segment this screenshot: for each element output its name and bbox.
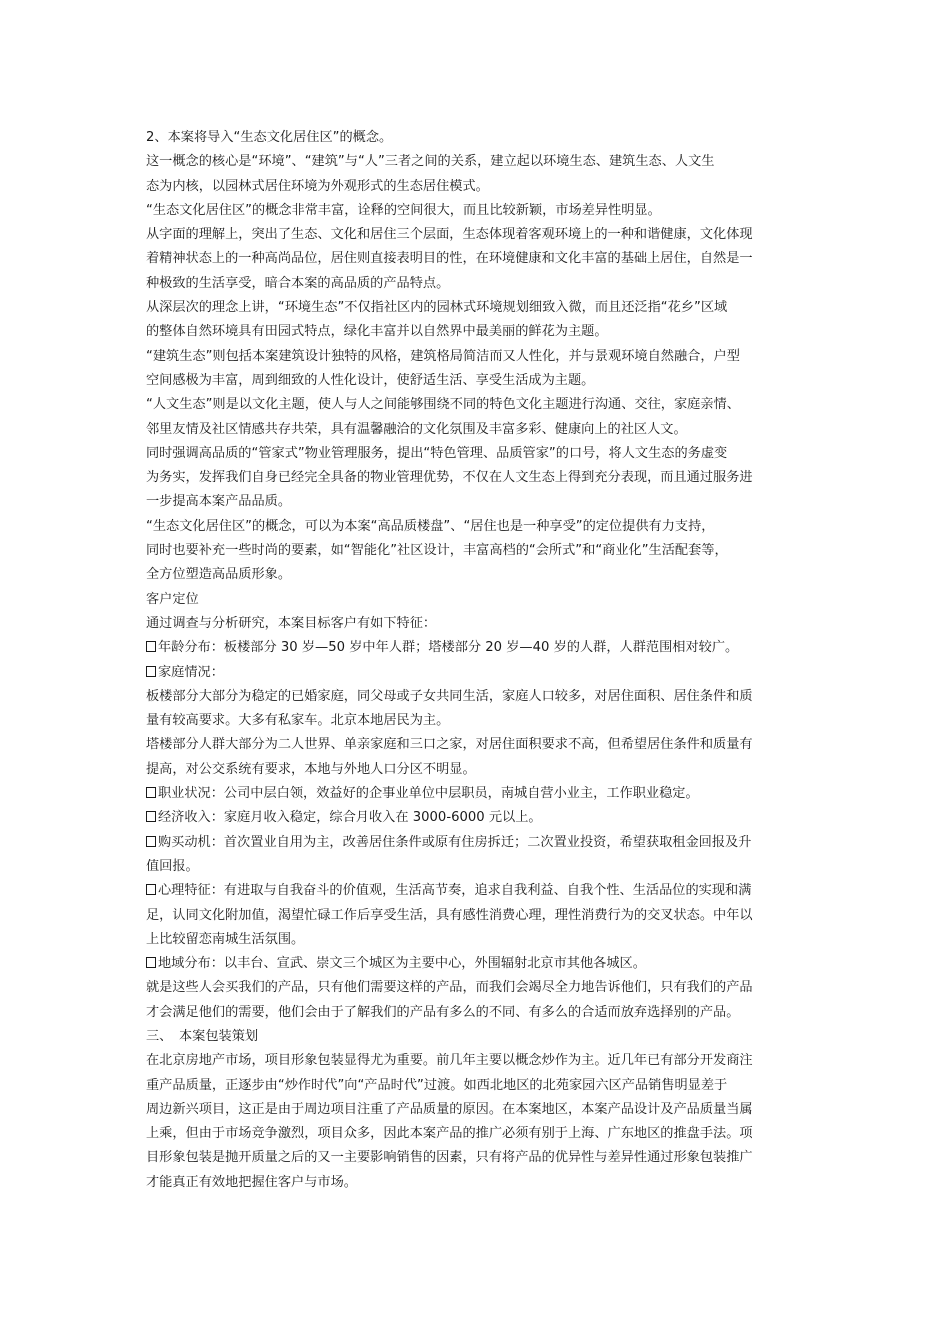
text-line-content: 在北京房地产市场，项目形象包装显得尤为重要。前几年主要以概念炒作为主。近几年已有部分开发商注: [146, 1053, 753, 1069]
text-line: [146, 442, 814, 466]
checkbox-bullet-icon: [146, 957, 156, 968]
text-line-content: 为务实，发挥我们自身已经完全具备的物业管理优势，不仅在人文生态上得到充分表现，而且通过服务进: [146, 470, 753, 486]
text-line: [146, 345, 814, 369]
checkbox-bullet-icon: [146, 641, 156, 652]
text-line: [146, 320, 814, 344]
text-line: [146, 272, 814, 296]
text-line: [146, 976, 814, 1000]
text-line-content: 地域分布：以丰台、宣武、崇文三个城区为主要中心，外围辐射北京市其他各城区。: [158, 956, 646, 972]
text-line-content: 空间感极为丰富，周到细致的人性化设计，使舒适生活、享受生活成为主题。: [146, 372, 595, 388]
text-line: [146, 588, 814, 612]
text-line: [146, 831, 814, 855]
text-line-content: 家庭情况：: [158, 664, 224, 680]
text-line-content: 邻里友情及社区情感共存共荣，具有温馨融洽的文化氛围及丰富多彩、健康向上的社区人文。: [146, 421, 687, 437]
text-line: [146, 150, 814, 174]
text-line-content: 2、本案将导入“生态文化居住区”的概念。: [146, 130, 393, 145]
text-line-content: 从字面的理解上，突出了生态、文化和居住三个层面，生态体现着客观环境上的一种和谐健康，文化体现: [146, 227, 753, 243]
text-line: [146, 636, 814, 660]
text-line-content: “生态文化居住区”的概念，可以为本案“高品质楼盘”、“居住也是一种享受”的定位提供有力支持，: [146, 518, 715, 534]
checkbox-bullet-icon: [146, 666, 156, 677]
checkbox-bullet-icon: [146, 811, 156, 822]
text-line-content: 足，认同文化附加值，渴望忙碌工作后享受生活，具有感性消费心理，理性消费行为的交叉状态。中年以: [146, 907, 753, 923]
text-line-content: 经济收入：家庭月收入稳定，综合月收入在 3000-6000 元以上。: [158, 810, 542, 826]
text-line: [146, 685, 814, 709]
text-line: [146, 1074, 814, 1098]
text-line: [146, 1098, 814, 1122]
text-line: [146, 296, 814, 320]
text-line-content: 态为内核，以园林式居住环境为外观形式的生态居住模式。: [146, 178, 489, 194]
text-line: [146, 539, 814, 563]
text-line: [146, 758, 814, 782]
text-line: [146, 175, 814, 199]
text-line: [146, 1171, 814, 1195]
text-line: [146, 418, 814, 442]
text-line-content: 板楼部分大部分为稳定的已婚家庭，同父母或子女共同生活，家庭人口较多，对居住面积、居住条件和质: [146, 688, 753, 704]
text-line-content: 年龄分布：板楼部分 30 岁—50 岁中年人群；塔楼部分 20 岁—40 岁的人群，人群范围相对较广。: [158, 640, 739, 656]
text-line-content: 这一概念的核心是“环境”、“建筑”与“人”三者之间的关系，建立起以环境生态、建筑生态、人文生: [146, 154, 715, 170]
text-line-content: “人文生态”则是以文化主题，使人与人之间能够围绕不同的特色文化主题进行沟通、交往，家庭亲情、: [146, 397, 740, 413]
checkbox-bullet-icon: [146, 836, 156, 847]
text-line: [146, 393, 814, 417]
text-line-content: 才会满足他们的需要，他们会由于了解我们的产品有多么的不同、有多么的合适而放弃选择别的产品。: [146, 1004, 740, 1020]
text-line: [146, 855, 814, 879]
text-line: [146, 928, 814, 952]
text-line-content: 重产品质量，正逐步由“炒作时代”向“产品时代”过渡。如西北地区的北苑家园六区产品销售明显差于: [146, 1077, 728, 1093]
text-line: [146, 1025, 814, 1049]
text-line: [146, 490, 814, 514]
text-line: [146, 223, 814, 247]
text-line-content: 目形象包装是抛开质量之后的又一主要影响销售的因素，只有将产品的优异性与差异性通过形象包装推广: [146, 1150, 753, 1166]
text-line-content: 就是这些人会买我们的产品，只有他们需要这样的产品，而我们会竭尽全力地告诉他们，只有我们的产品: [146, 980, 753, 996]
text-line-content: 值回报。: [146, 858, 199, 874]
text-line-content: 同时也要补充一些时尚的要素，如“智能化”社区设计，丰富高档的“会所式”和“商业化”生活配套等，: [146, 543, 728, 559]
text-line-content: 量有较高要求。大多有私家车。北京本地居民为主。: [146, 713, 450, 729]
text-line: [146, 1146, 814, 1170]
text-line-content: 上比较留恋南城生活氛围。: [146, 931, 305, 947]
text-line-content: 同时强调高品质的“管家式”物业管理服务，提出“特色管理、品质管家”的口号，将人文生态的务虚变: [146, 445, 728, 461]
text-line-content: 三、 本案包装策划: [146, 1028, 259, 1044]
text-line: [146, 1001, 814, 1025]
text-line-content: 一步提高本案产品品质。: [146, 494, 292, 510]
text-line: [146, 733, 814, 757]
text-line-content: 全方位塑造高品质形象。: [146, 567, 292, 583]
text-line-content: 提高，对公交系统有要求，本地与外地人口分区不明显。: [146, 761, 476, 777]
text-line-content: 才能真正有效地把握住客户与市场。: [146, 1174, 357, 1190]
checkbox-bullet-icon: [146, 884, 156, 895]
text-line: [146, 952, 814, 976]
text-line: [146, 612, 814, 636]
text-line: [146, 563, 814, 587]
text-line-content: 的整体自然环境具有田园式特点，绿化丰富并以自然界中最美丽的鲜花为主题。: [146, 324, 608, 340]
text-line: [146, 199, 814, 223]
text-line: [146, 904, 814, 928]
text-line-content: 心理特征：有进取与自我奋斗的价值观，生活高节奏，追求自我利益、自我个性、生活品位的实现和满: [158, 883, 752, 899]
document-body: [146, 126, 814, 1195]
text-line: [146, 782, 814, 806]
text-line-content: 客户定位: [146, 591, 199, 607]
text-line: [146, 126, 814, 150]
text-line-content: 周边新兴项目，这正是由于周边项目注重了产品质量的原因。在本案地区，本案产品设计及产品质量当属: [146, 1101, 753, 1117]
text-line-content: 购买动机：首次置业自用为主，改善居住条件或原有住房拆迁；二次置业投资，希望获取租金回报及升: [158, 834, 752, 850]
text-line-content: 着精神状态上的一种高尚品位，居住则直接表明目的性，在环境健康和文化丰富的基础上居住，自然是一: [146, 251, 753, 267]
text-line: [146, 709, 814, 733]
text-line-content: 种极致的生活享受，暗合本案的高品质的产品特点。: [146, 275, 450, 291]
text-line: [146, 806, 814, 830]
text-line: [146, 879, 814, 903]
text-line-content: 上乘，但由于市场竞争激烈，项目众多，因此本案产品的推广必须有别于上海、广东地区的推盘手法。项: [146, 1126, 753, 1142]
checkbox-bullet-icon: [146, 787, 156, 798]
text-line-content: 从深层次的理念上讲，“环境生态”不仅指社区内的园林式环境规划细致入微，而且还泛指“花乡”区域: [146, 300, 728, 316]
text-line-content: 通过调查与分析研究，本案目标客户有如下特征：: [146, 615, 437, 631]
text-line: [146, 247, 814, 271]
text-line-content: 职业状况：公司中层白领，效益好的企事业单位中层职员，南城自营小业主，工作职业稳定。: [158, 786, 699, 802]
text-line: [146, 466, 814, 490]
text-line: [146, 369, 814, 393]
text-line-content: 塔楼部分人群大部分为二人世界、单亲家庭和三口之家，对居住面积要求不高，但希望居住条件和质量有: [146, 737, 753, 753]
text-line: [146, 661, 814, 685]
text-line-content: “生态文化居住区”的概念非常丰富，诠释的空间很大，而且比较新颖，市场差异性明显。: [146, 202, 661, 218]
text-line-content: “建筑生态”则包括本案建筑设计独特的风格，建筑格局简洁而又人性化，并与景观环境自然融合，户型: [146, 348, 740, 364]
text-line: [146, 1122, 814, 1146]
text-line: [146, 1049, 814, 1073]
text-line: [146, 515, 814, 539]
